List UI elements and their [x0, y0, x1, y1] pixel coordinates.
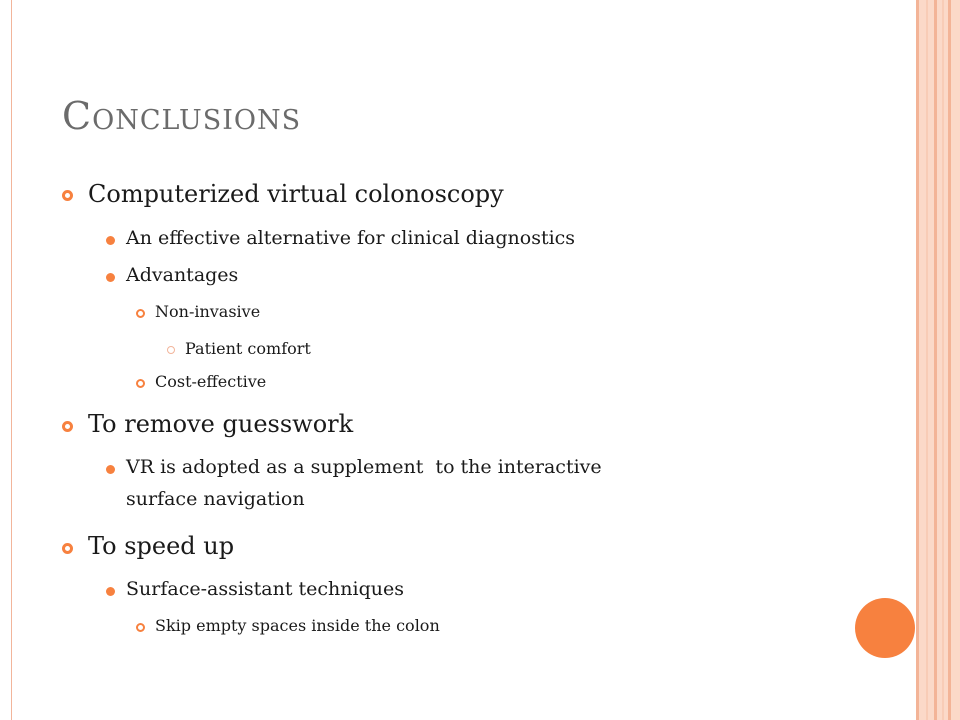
bullet-ring-icon — [136, 309, 145, 318]
bullet-item-l2: VR is adopted as a supplement to the interactive — [126, 456, 602, 478]
stripe — [934, 0, 937, 720]
bullet-item-l3: Non-invasive — [155, 302, 261, 321]
bullet-item-l2: An effective alternative for clinical diagnostics — [126, 227, 576, 249]
orange-circle-decoration — [855, 598, 915, 658]
bullet-item-l3: Cost-effective — [155, 372, 267, 391]
bullet-item-l3: Skip empty spaces inside the colon — [155, 616, 440, 635]
bullet-circle-icon — [62, 543, 73, 554]
bullet-dot-icon — [106, 587, 115, 596]
bullet-item-l2: Advantages — [126, 264, 239, 286]
bullet-item-l2: Surface-assistant techniques — [126, 578, 404, 600]
bullet-ring-icon — [136, 623, 145, 632]
stripe — [916, 0, 919, 720]
right-stripes — [916, 0, 960, 720]
bullet-item-l4: Patient comfort — [185, 339, 311, 358]
slide-title: Conclusions — [62, 94, 302, 138]
bullet-circle-icon — [62, 421, 73, 432]
bullet-item-l2-continuation: surface navigation — [126, 488, 305, 510]
bullet-thin-ring-icon — [167, 346, 175, 354]
stripe — [948, 0, 951, 720]
bullet-item-l1: To remove guesswork — [88, 410, 354, 438]
bullet-dot-icon — [106, 465, 115, 474]
stripe — [942, 0, 944, 720]
bullet-dot-icon — [106, 236, 115, 245]
bullet-item-l1: Computerized virtual colonoscopy — [88, 180, 504, 208]
stripe — [926, 0, 928, 720]
bullet-ring-icon — [136, 379, 145, 388]
bullet-circle-icon — [62, 190, 73, 201]
bullet-dot-icon — [106, 273, 115, 282]
bullet-item-l1: To speed up — [88, 532, 235, 560]
left-frame-line — [11, 0, 12, 720]
